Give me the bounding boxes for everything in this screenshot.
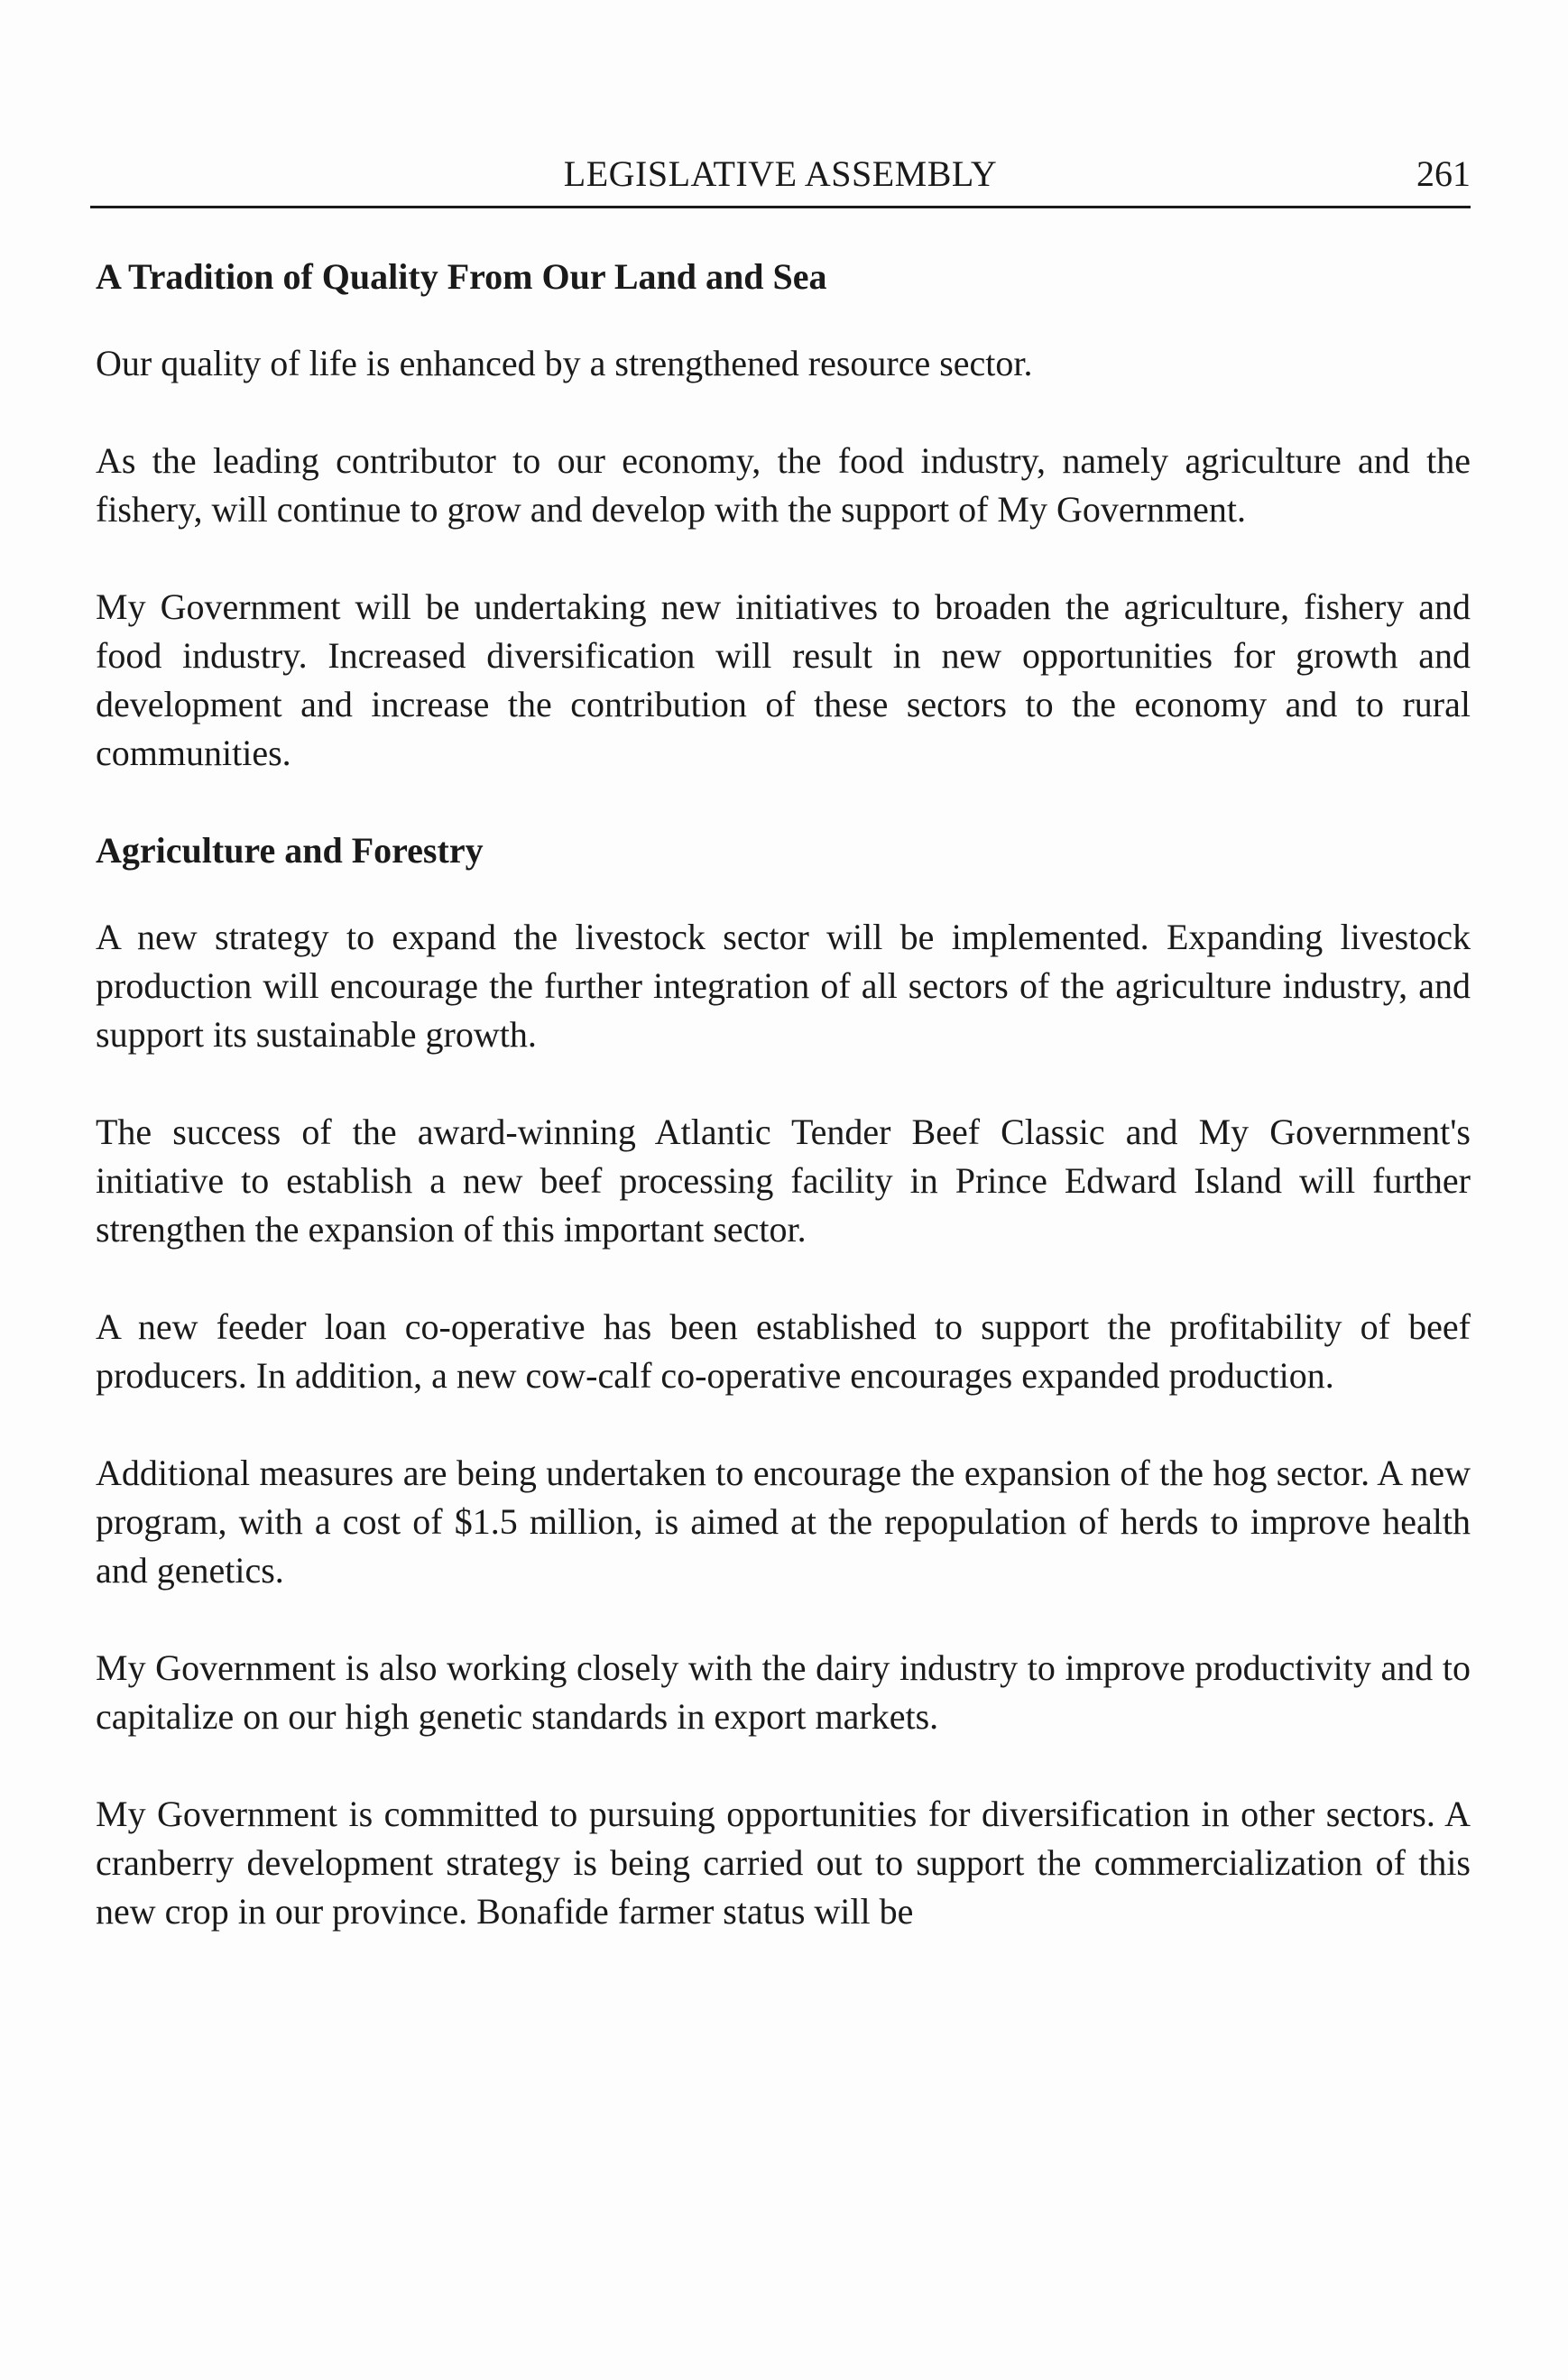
paragraph: A new strategy to expand the livestock sector will be implemented. Expanding livestock production will encourage the further integration of all sectors of the agriculture industry, and support its sustainable growth. bbox=[96, 917, 1471, 1055]
paragraph: My Government will be undertaking new initiatives to broaden the agriculture, fishery and food industry. Increased diversification will result in new opportunities for growth and development and increase the contribution of these sectors to the economy and to rural communities. bbox=[96, 586, 1471, 773]
paragraph: Our quality of life is enhanced by a strengthened resource sector. bbox=[96, 343, 1033, 383]
paragraph: Additional measures are being undertaken to encourage the expansion of the hog sector. A new program, with a cost of $1.5 million, is aimed at the repopulation of herds to improve health and genetics. bbox=[96, 1453, 1471, 1591]
section-tradition-of-quality bbox=[96, 253, 1471, 778]
section-heading: A Tradition of Quality From Our Land and Sea bbox=[96, 256, 827, 297]
paragraph: The success of the award-winning Atlantic Tender Beef Classic and My Government's initiative to establish a new beef processing facility in Prince Edward Island will further strengthen the expansion of this important sector. bbox=[96, 1112, 1471, 1250]
page-number: 261 bbox=[1416, 153, 1471, 194]
page-content bbox=[96, 253, 1471, 1985]
paragraph: My Government is also working closely with the dairy industry to improve productivity and to capitalize on our high genetic standards in export markets. bbox=[96, 1647, 1471, 1737]
section-heading: Agriculture and Forestry bbox=[96, 830, 484, 871]
paragraph: My Government is committed to pursuing opportunities for diversification in other sectors. A cranberry development strategy is being carried out to support the commercialization of this new crop in our province. Bonafide farmer status will be bbox=[96, 1794, 1471, 1932]
header-title: LEGISLATIVE ASSEMBLY bbox=[563, 153, 998, 194]
paragraph: As the leading contributor to our economy, the food industry, namely agriculture and the fishery, will continue to grow and develop with the support of My Government. bbox=[96, 440, 1471, 530]
running-header bbox=[90, 152, 1471, 208]
section-agriculture-and-forestry bbox=[96, 826, 1471, 1936]
paragraph: A new feeder loan co-operative has been established to support the profitability of beef producers. In addition, a new cow-calf co-operative encourages expanded production. bbox=[96, 1306, 1471, 1396]
